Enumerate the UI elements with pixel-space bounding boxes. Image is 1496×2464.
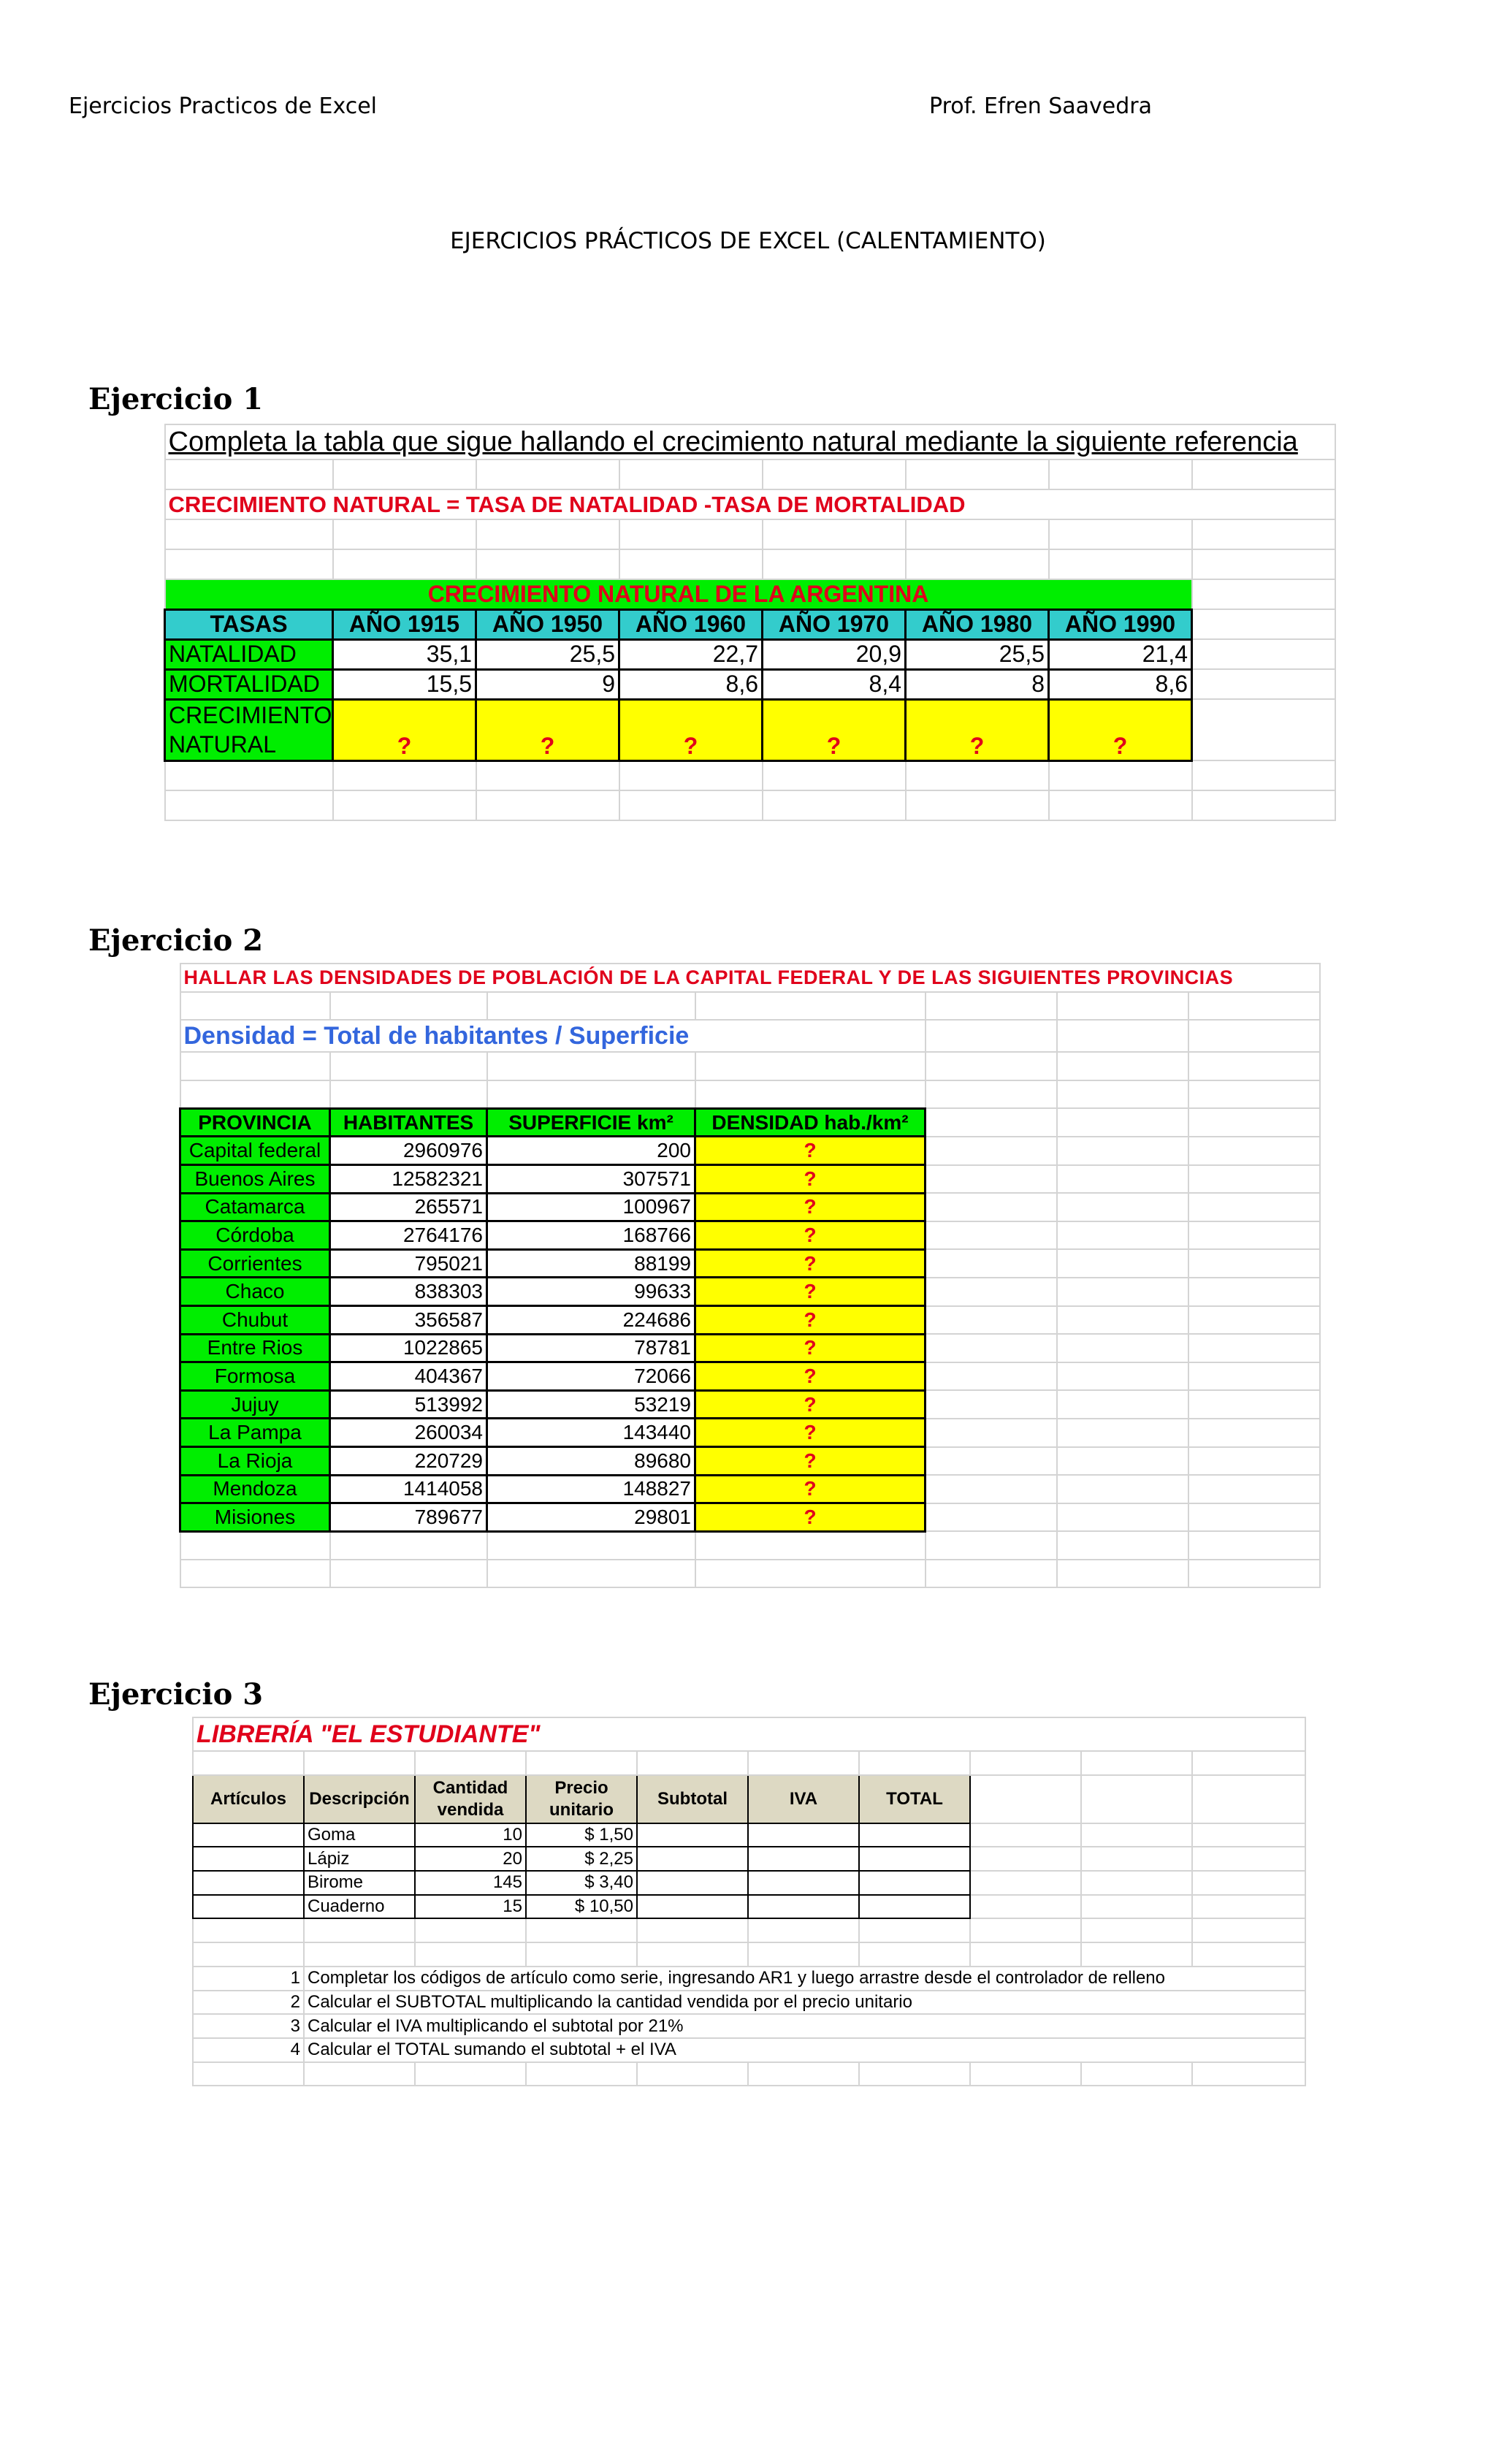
- data-cell[interactable]: 21,4: [1049, 639, 1192, 669]
- header-cell: SUPERFICIE km²: [487, 1108, 695, 1137]
- step-text: Calcular el IVA multiplicando el subtotal por 21%: [304, 2014, 1305, 2038]
- formula: CRECIMIENTO NATURAL = TASA DE NATALIDAD -TASA DE MORTALIDAD: [165, 489, 1335, 519]
- answer-cell[interactable]: ?: [763, 699, 906, 760]
- answer-cell[interactable]: ?: [695, 1193, 926, 1221]
- province-cell: Formosa: [180, 1362, 330, 1391]
- header-cell: Subtotal: [637, 1775, 748, 1823]
- total-cell[interactable]: [859, 1847, 970, 1871]
- iva-cell[interactable]: [748, 1895, 859, 1919]
- table-row: [165, 639, 1335, 669]
- data-cell[interactable]: 89680: [487, 1447, 695, 1476]
- answer-cell[interactable]: ?: [476, 699, 619, 760]
- instruction-row: [193, 1991, 1305, 2015]
- description-cell: Lápiz: [304, 1847, 415, 1871]
- header-right: Prof. Efren Saavedra: [929, 94, 1153, 119]
- exercise-1-sheet: [164, 424, 1336, 821]
- exercise-2-sheet: [179, 963, 1321, 1588]
- data-cell[interactable]: 29801: [487, 1503, 695, 1532]
- data-cell[interactable]: 78781: [487, 1334, 695, 1362]
- price-cell[interactable]: $ 1,50: [526, 1823, 637, 1847]
- formula: Densidad = Total de habitantes / Superficie: [180, 1020, 926, 1052]
- answer-cell[interactable]: ?: [1049, 699, 1192, 760]
- answer-cell[interactable]: ?: [695, 1503, 926, 1532]
- header-row: [180, 1108, 1320, 1137]
- data-cell[interactable]: 513992: [330, 1390, 487, 1419]
- table-row: [180, 1362, 1320, 1391]
- total-cell[interactable]: [859, 1895, 970, 1919]
- subtotal-cell[interactable]: [637, 1871, 748, 1895]
- header-cell: AÑO 1970: [763, 609, 906, 639]
- total-cell[interactable]: [859, 1823, 970, 1847]
- step-text: Calcular el TOTAL sumando el subtotal + el IVA: [304, 2038, 1305, 2062]
- table-row: [193, 1895, 1305, 1919]
- table-row: [180, 1278, 1320, 1306]
- data-cell[interactable]: 143440: [487, 1419, 695, 1447]
- price-cell[interactable]: $ 2,25: [526, 1847, 637, 1871]
- province-cell: Mendoza: [180, 1475, 330, 1503]
- header-cell: TASAS: [165, 609, 333, 639]
- subtotal-cell[interactable]: [637, 1823, 748, 1847]
- row-label-line: CRECIMIENTO: [169, 702, 332, 728]
- table-row: [180, 1419, 1320, 1447]
- step-text: Completar los códigos de artículo como serie, ingresando AR1 y luego arrastre desde el controlador de relleno: [304, 1967, 1305, 1991]
- quantity-cell[interactable]: 15: [415, 1895, 526, 1919]
- province-cell: Jujuy: [180, 1390, 330, 1419]
- instruction-row: [193, 1967, 1305, 1991]
- header-cell: Artículos: [193, 1775, 304, 1823]
- iva-cell[interactable]: [748, 1823, 859, 1847]
- data-cell[interactable]: 795021: [330, 1249, 487, 1278]
- province-cell: Catamarca: [180, 1193, 330, 1221]
- description-cell: Birome: [304, 1871, 415, 1895]
- header-cell: Descripción: [304, 1775, 415, 1823]
- answer-cell[interactable]: ?: [695, 1221, 926, 1250]
- header-cell: Cantidad vendida: [415, 1775, 526, 1823]
- subtotal-cell[interactable]: [637, 1847, 748, 1871]
- answer-cell[interactable]: ?: [619, 699, 763, 760]
- table-row: [193, 1871, 1305, 1895]
- header-cell: PROVINCIA: [180, 1108, 330, 1137]
- header-cell: IVA: [748, 1775, 859, 1823]
- header-row: [165, 609, 1335, 639]
- province-cell: Buenos Aires: [180, 1165, 330, 1194]
- iva-cell[interactable]: [748, 1871, 859, 1895]
- province-cell: Córdoba: [180, 1221, 330, 1250]
- data-cell[interactable]: 404367: [330, 1362, 487, 1391]
- answer-cell[interactable]: ?: [695, 1137, 926, 1165]
- subtotal-cell[interactable]: [637, 1895, 748, 1919]
- header-row: [193, 1775, 1305, 1823]
- exercise-3-sheet: [192, 1717, 1306, 2086]
- exercise-2-title: Ejercicio 2: [88, 923, 264, 958]
- answer-cell[interactable]: ?: [695, 1334, 926, 1362]
- data-cell[interactable]: 307571: [487, 1165, 695, 1194]
- answer-cell[interactable]: ?: [695, 1475, 926, 1503]
- data-cell[interactable]: 72066: [487, 1362, 695, 1391]
- step-text: Calcular el SUBTOTAL multiplicando la cantidad vendida por el precio unitario: [304, 1991, 1305, 2015]
- data-cell[interactable]: 25,5: [476, 639, 619, 669]
- data-cell[interactable]: 265571: [330, 1193, 487, 1221]
- data-cell[interactable]: 53219: [487, 1390, 695, 1419]
- table-row: [165, 699, 1335, 760]
- quantity-cell[interactable]: 145: [415, 1871, 526, 1895]
- table-row: [165, 669, 1335, 699]
- data-cell[interactable]: 356587: [330, 1306, 487, 1335]
- table-row: [180, 1137, 1320, 1165]
- data-cell[interactable]: 2764176: [330, 1221, 487, 1250]
- province-cell: La Pampa: [180, 1419, 330, 1447]
- table-row: [180, 1475, 1320, 1503]
- step-number: 3: [193, 2014, 304, 2038]
- province-cell: Misiones: [180, 1503, 330, 1532]
- data-cell[interactable]: 168766: [487, 1221, 695, 1250]
- header-cell: AÑO 1960: [619, 609, 763, 639]
- step-number: 2: [193, 1991, 304, 2015]
- data-cell[interactable]: 8,6: [619, 669, 763, 699]
- data-cell[interactable]: 2960976: [330, 1137, 487, 1165]
- instruction-row: [193, 2014, 1305, 2038]
- price-cell[interactable]: $ 3,40: [526, 1871, 637, 1895]
- data-cell[interactable]: 1022865: [330, 1334, 487, 1362]
- iva-cell[interactable]: [748, 1847, 859, 1871]
- data-cell[interactable]: 100967: [487, 1193, 695, 1221]
- description-cell: Cuaderno: [304, 1895, 415, 1919]
- data-cell[interactable]: 8,4: [763, 669, 906, 699]
- province-cell: La Rioja: [180, 1447, 330, 1476]
- data-cell[interactable]: 12582321: [330, 1165, 487, 1194]
- header-cell: AÑO 1915: [333, 609, 476, 639]
- data-cell[interactable]: 25,5: [906, 639, 1049, 669]
- exercise-3-title: Ejercicio 3: [88, 1677, 264, 1712]
- header-cell: TOTAL: [859, 1775, 970, 1823]
- province-cell: Chaco: [180, 1278, 330, 1306]
- store-title: LIBRERÍA "EL ESTUDIANTE": [193, 1717, 1305, 1751]
- data-cell[interactable]: 8,6: [1049, 669, 1192, 699]
- instruction: HALLAR LAS DENSIDADES DE POBLACIÓN DE LA CAPITAL FEDERAL Y DE LAS SIGUIENTES PROVINCIAS: [180, 964, 1320, 992]
- step-number: 1: [193, 1967, 304, 1991]
- data-cell[interactable]: 8: [906, 669, 1049, 699]
- data-cell[interactable]: 22,7: [619, 639, 763, 669]
- data-cell[interactable]: 789677: [330, 1503, 487, 1532]
- data-cell[interactable]: 220729: [330, 1447, 487, 1476]
- table-row: [180, 1249, 1320, 1278]
- article-cell[interactable]: [193, 1895, 304, 1919]
- data-cell[interactable]: 260034: [330, 1419, 487, 1447]
- table-row: [180, 1447, 1320, 1476]
- data-cell[interactable]: 99633: [487, 1278, 695, 1306]
- table-row: [180, 1193, 1320, 1221]
- answer-cell[interactable]: ?: [333, 699, 476, 760]
- header-cell: DENSIDAD hab./km²: [695, 1108, 926, 1137]
- data-cell[interactable]: 15,5: [333, 669, 476, 699]
- article-cell[interactable]: [193, 1823, 304, 1847]
- table-row: [193, 1823, 1305, 1847]
- header-cell: HABITANTES: [330, 1108, 487, 1137]
- table-row: [180, 1306, 1320, 1335]
- province-cell: Corrientes: [180, 1249, 330, 1278]
- header-cell: AÑO 1990: [1049, 609, 1192, 639]
- row-label: NATALIDAD: [165, 639, 333, 669]
- step-number: 4: [193, 2038, 304, 2062]
- answer-cell[interactable]: ?: [695, 1278, 926, 1306]
- article-cell[interactable]: [193, 1871, 304, 1895]
- data-cell[interactable]: 35,1: [333, 639, 476, 669]
- price-cell[interactable]: $ 10,50: [526, 1895, 637, 1919]
- table-row: [180, 1503, 1320, 1532]
- data-cell[interactable]: 148827: [487, 1475, 695, 1503]
- quantity-cell[interactable]: 10: [415, 1823, 526, 1847]
- answer-cell[interactable]: ?: [695, 1306, 926, 1335]
- total-cell[interactable]: [859, 1871, 970, 1895]
- province-cell: Capital federal: [180, 1137, 330, 1165]
- answer-cell[interactable]: ?: [695, 1165, 926, 1194]
- document-title: EJERCICIOS PRÁCTICOS DE EXCEL (CALENTAMIENTO): [450, 228, 1046, 254]
- instruction-row: [193, 2038, 1305, 2062]
- answer-cell[interactable]: ?: [906, 699, 1049, 760]
- row-label-line: NATURAL: [169, 731, 276, 758]
- table-row: [193, 1847, 1305, 1871]
- province-cell: Entre Rios: [180, 1334, 330, 1362]
- answer-cell[interactable]: ?: [695, 1249, 926, 1278]
- header-left: Ejercicios Practicos de Excel: [69, 94, 377, 119]
- instruction: Completa la tabla que sigue hallando el crecimiento natural mediante la siguiente referencia: [165, 424, 1335, 459]
- row-label: [165, 699, 333, 760]
- data-cell[interactable]: 838303: [330, 1278, 487, 1306]
- table-row: [180, 1390, 1320, 1419]
- header-cell: AÑO 1950: [476, 609, 619, 639]
- table-row: [180, 1165, 1320, 1194]
- article-cell[interactable]: [193, 1847, 304, 1871]
- province-cell: Chubut: [180, 1306, 330, 1335]
- data-cell[interactable]: 88199: [487, 1249, 695, 1278]
- header-cell: AÑO 1980: [906, 609, 1049, 639]
- description-cell: Goma: [304, 1823, 415, 1847]
- data-cell[interactable]: 20,9: [763, 639, 906, 669]
- answer-cell[interactable]: ?: [695, 1362, 926, 1391]
- data-cell[interactable]: 224686: [487, 1306, 695, 1335]
- data-cell[interactable]: 1414058: [330, 1475, 487, 1503]
- row-label: MORTALIDAD: [165, 669, 333, 699]
- exercise-1-title: Ejercicio 1: [88, 382, 264, 416]
- table-row: [180, 1221, 1320, 1250]
- header-cell: Precio unitario: [526, 1775, 637, 1823]
- data-cell[interactable]: 9: [476, 669, 619, 699]
- table-title: CRECIMIENTO NATURAL DE LA ARGENTINA: [165, 579, 1192, 609]
- answer-cell[interactable]: ?: [695, 1419, 926, 1447]
- answer-cell[interactable]: ?: [695, 1447, 926, 1476]
- quantity-cell[interactable]: 20: [415, 1847, 526, 1871]
- answer-cell[interactable]: ?: [695, 1390, 926, 1419]
- table-row: [180, 1334, 1320, 1362]
- data-cell[interactable]: 200: [487, 1137, 695, 1165]
